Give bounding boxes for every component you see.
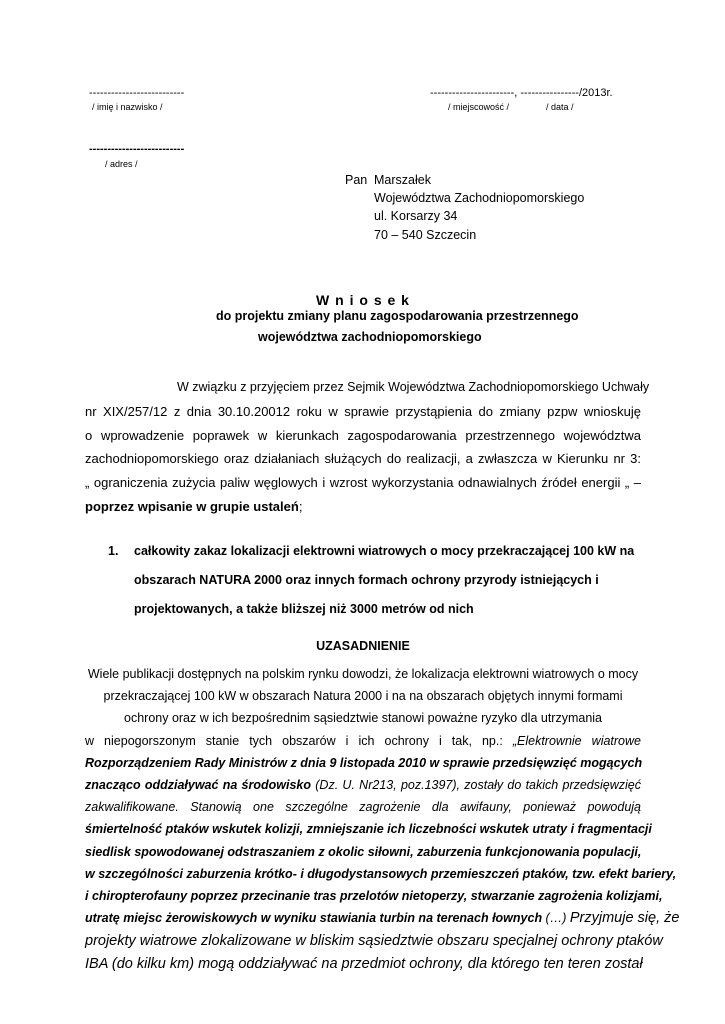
intro-line-6-bold: poprzez wpisanie w grupie ustaleń: [85, 498, 299, 514]
just-line-2: przekraczającej 100 kW w obszarach Natura 2000 i na na obszarach objętych innymi formami: [103, 689, 623, 704]
intro-line-2: nr XIX/257/12 z dnia 30.10.20012 roku w sprawie przystąpienia do zmiany pzpw wnioskuję: [85, 404, 641, 419]
recipient-city: 70 – 540 Szczecin: [374, 228, 477, 242]
intro-line-1: W związku z przyjęciem przez Sejmik Województwa Zachodniopomorskiego Uchwały: [177, 380, 650, 394]
sender-name-line: --------------------------: [89, 87, 185, 99]
just-line-5: Rozporządzeniem Rady Ministrów z dnia 9 listopada 2010 w sprawie przedsięwzięć mogących: [85, 755, 643, 770]
sender-address-caption: / adres /: [105, 159, 138, 169]
just-line-14: IBA (do kilku km) mogą oddziaływać na przedmiot ochrony, dla którego ten teren został: [85, 956, 643, 973]
justification-body: [85, 663, 680, 976]
just-line-12: [85, 907, 680, 930]
intro-line-4: zachodniopomorskiego oraz działaniach służących do realizacji, a zwłaszcza w Kierunku nr 3:: [85, 451, 641, 467]
recipient-office: Województwa Zachodniopomorskiego: [374, 191, 585, 205]
sender-address-line: --------------------------: [89, 143, 185, 155]
just-line-1: Wiele publikacji dostępnych na polskim rynku dowodzi, że lokalizacja elektrowni wiatrowych o mocy: [87, 667, 639, 681]
just-line-13: projekty wiatrowe zlokalizowane w bliskim sąsiedztwie obszaru specjalnej ochrony ptaków: [85, 933, 663, 950]
intro-paragraph: [85, 400, 641, 518]
just-line-6: [85, 774, 641, 796]
date-caption: / data /: [546, 102, 574, 112]
document-subtitle-2: województwa zachodniopomorskiego: [258, 330, 482, 344]
just-line-4a: w niepogorszonym stanie tych obszarów i ich ochrony i tak, np.:: [85, 733, 513, 748]
intro-line-6-tail: ;: [298, 498, 303, 514]
recipient-title: Marszałek: [374, 173, 431, 187]
just-line-7: zakwalifikowane. Stanowią one szczególne zagrożenie dla awifauny, ponieważ powodują: [85, 800, 641, 815]
just-line-3: ochrony oraz w ich bezpośrednim sąsiedztwie stanowi poważne ryzyko dla utrzymania: [124, 711, 602, 726]
justification-heading: UZASADNIENIE: [316, 639, 410, 653]
recipient-salutation: Pan: [345, 173, 368, 187]
just-line-4b: „Elektrownie wiatrowe: [512, 733, 641, 748]
just-line-12b: (…): [542, 911, 570, 926]
just-line-6a: znacząco oddziaływać na środowisko: [85, 777, 312, 792]
list-item-line-3: projektowanych, a także bliższej niż 3000 metrów od nich: [134, 602, 474, 616]
list-item-number: 1.: [108, 544, 119, 558]
just-line-6b: (Dz. U. Nr213, poz.1397), zostały do takich przedsięwzięć: [311, 777, 641, 792]
list-item-line-2: obszarach NATURA 2000 oraz innych formach ochrony przyrody istniejących i: [134, 573, 599, 587]
just-line-11: i chiropterofauny poprzez przecinanie tras przelotów nietoperzy, stwarzanie zagrożenia kolizjami,: [85, 888, 663, 903]
just-line-8: śmiertelność ptaków wskutek kolizji, zmniejszanie ich liczebności wskutek utraty i fragmentacji: [85, 822, 652, 837]
place-caption: / miejscowość /: [448, 102, 510, 112]
just-line-12c: Przyjmuje się, że: [569, 910, 680, 927]
sender-name-caption: / imię i nazwisko /: [92, 102, 163, 112]
intro-line-5: „ ograniczenia zużycia paliw węglowych i wzrost wykorzystania odnawialnych źródeł energii „ –: [85, 475, 641, 491]
just-line-12a: utratę miejsc żerowiskowych w wyniku stawiania turbin na terenach łownych: [85, 911, 543, 926]
intro-line-3: o wprowadzenie poprawek w kierunkach zagospodarowania przestrzennego województwa: [85, 427, 641, 443]
just-line-4: [85, 730, 641, 752]
place-date-line: -----------------------, ----------------/2013r.: [430, 87, 613, 99]
list-item-line-1: całkowity zakaz lokalizacji elektrowni wiatrowych o mocy przekraczającej 100 kW na: [134, 544, 635, 558]
just-line-10: w szczególności zaburzenia krótko- i długodystansowych przemieszczeń ptaków, tzw. efekt bariery,: [85, 866, 677, 881]
document-subtitle-1: do projektu zmiany planu zagospodarowania przestrzennego: [216, 309, 579, 323]
recipient-street: ul. Korsarzy 34: [374, 209, 458, 223]
just-line-9: siedlisk spowodowanej odstraszaniem z okolic siłowni, zaburzenia funkcjonowania populacji,: [85, 844, 642, 859]
intro-line-6: [85, 495, 641, 519]
document-title: W n i o s e k: [316, 292, 410, 308]
